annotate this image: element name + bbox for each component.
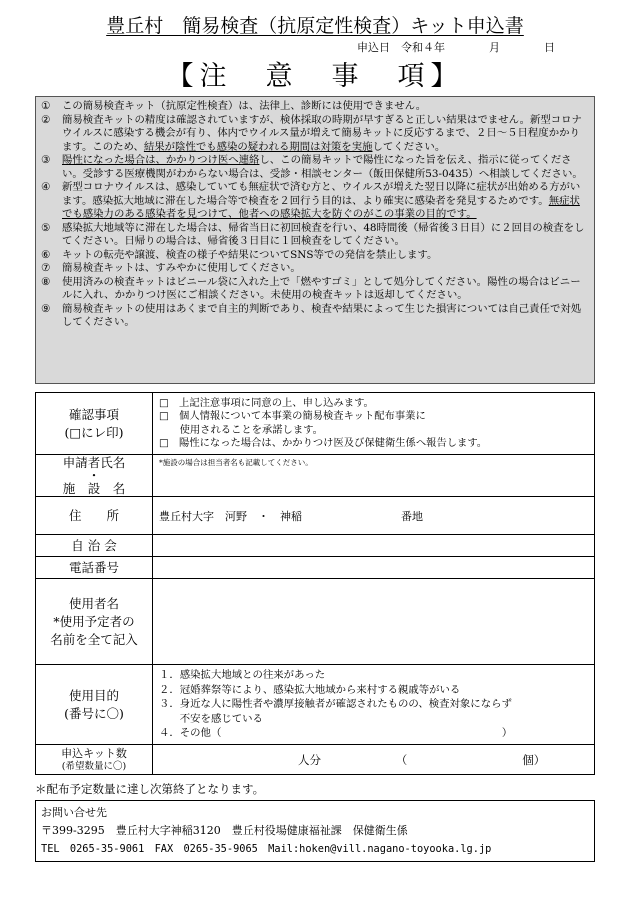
user-label: 使用者名 *使用予定者の 名前を全て記入 xyxy=(36,579,153,665)
note-item: ⑤ 感染拡大地域等に滞在した場合は、帰省当日に初回検査を行い、48時間後（帰省後３日目）に２回目の検査をしてください。日帰りの場合は、帰省後３日目に１回検査をしてください。 xyxy=(41,221,585,247)
contact-title: お問い合せ先 xyxy=(41,806,107,819)
confirm-label: 確認事項 (□にレ印) xyxy=(36,393,153,455)
purpose-options[interactable] xyxy=(153,665,595,745)
applicant-note: *施設の場合は担当者名も記載してください。 xyxy=(159,458,313,467)
check-privacy[interactable]: □ 個人情報について本事業の簡易検査キット配布事業に xyxy=(159,410,426,422)
applicant-label: 申請者氏名 ・ 施 設 名 xyxy=(36,455,153,497)
kit-count-field[interactable]: 人分 （ 個） xyxy=(153,745,595,775)
application-form xyxy=(35,392,595,775)
notes-box xyxy=(35,96,595,384)
phone-label: 電話番号 xyxy=(36,557,153,579)
purpose-option-cont: 不安を感じている xyxy=(159,712,263,725)
check-privacy-cont: 使用されることを承諾します。 xyxy=(159,423,323,436)
user-names-field[interactable] xyxy=(153,579,595,665)
council-field[interactable] xyxy=(153,535,595,557)
purpose-option[interactable]: ４．その他（ ） xyxy=(159,727,513,740)
contact-address: 〒399-3295 豊丘村大字神稲3120 豊丘村役場健康福祉課 保健衛生係 xyxy=(41,824,408,837)
council-label: 自 治 会 xyxy=(36,535,153,557)
kit-count-label: 申込キット数 (希望数量に〇) xyxy=(36,745,153,775)
note-item: ⑧ 使用済みの検査キットはビニール袋に入れた上で「燃やすゴミ」として処分してください。陽性の場合はビニールに入れ、かかりつけ医にご相談ください。未使用の検査キットは返却してください。 xyxy=(41,275,581,301)
note-item: ④ 新型コロナウイルスは、感染していても無症状で済む方と、ウイルスが増えた翌日以降に症状が出始める方がいます。感染拡大地域に滞在した場合等で検査を２回行う目的は、より確実に感染者を発見するためです。無症状でも感染力のある感染者を見つけて、他者への感染拡大を防ぐのがこの事業の目的です。 xyxy=(41,181,581,220)
contact-box xyxy=(35,800,595,862)
note-item: ③ 陽性になった場合は、かかりつけ医へ連絡し、この簡易キットで陽性になった旨を伝え、指示に従ってください。受診する医療機関がわからない場合は、受診・相談センター（飯田保健所53-0435）へ相談してください。 xyxy=(41,154,583,180)
note-item: ⑦ 簡易検査キットは、すみやかに使用してください。 xyxy=(41,262,301,274)
purpose-label: 使用目的 (番号に〇) xyxy=(36,665,153,745)
notes-heading: 【注 意 事 項】 xyxy=(166,61,464,92)
footnote: ＊配布予定数量に達し次第終了となります。 xyxy=(35,782,265,796)
contact-phone: TEL 0265-35-9061 FAX 0265-35-9065 Mail:hoken@vill.nagano-toyooka.lg.jp xyxy=(41,843,492,855)
purpose-option[interactable]: ３．身近な人に陽性者や濃厚接触者が確認されたものの、検査対象にならず xyxy=(159,698,512,711)
check-report[interactable]: □ 陽性になった場合は、かかりつけ医及び保健衛生係へ報告します。 xyxy=(159,437,488,449)
note-item: ② 簡易検査キットの精度は確認されていますが、検体採取の時期が早すぎると正しい結果はでません。新型コロナウイルスに感染する機会が有り、体内でウイルス量が増えて簡易キットに反応するまで、２日～５日程度かかります。このため、結果が陰性でも感染の疑われる期間は対策を実施してください。 xyxy=(41,113,582,153)
purpose-option[interactable]: １．感染拡大地域との往来があった xyxy=(159,669,326,682)
address-label: 住 所 xyxy=(36,497,153,535)
note-item: ⑥ キットの転売や譲渡、検査の様子や結果についてSNS等での発信を禁止します。 xyxy=(41,248,438,261)
confirm-checklist[interactable] xyxy=(153,393,595,455)
purpose-option[interactable]: ２．冠婚葬祭等により、感染拡大地域から来村する親戚等がいる xyxy=(159,683,461,696)
address-field[interactable]: 豊丘村大字 河野 ・ 神稲 番地 xyxy=(153,497,595,535)
phone-field[interactable] xyxy=(153,557,595,579)
application-date: 申込日 令和４年 月 日 xyxy=(357,41,555,54)
check-agree[interactable]: □ 上記注意事項に同意の上、申し込みます。 xyxy=(159,396,374,409)
note-item: ① この簡易検査キット（抗原定性検査）は、法律上、診断には使用できません。 xyxy=(41,100,427,112)
note-item: ⑨ 簡易検査キットの使用はあくまで自主的判断であり、検査や結果によって生じた損害については自己責任で対処してください。 xyxy=(41,302,582,328)
applicant-name-field[interactable] xyxy=(153,455,595,497)
form-title: 豊丘村 簡易検査（抗原定性検査）キット申込書 xyxy=(106,15,524,37)
